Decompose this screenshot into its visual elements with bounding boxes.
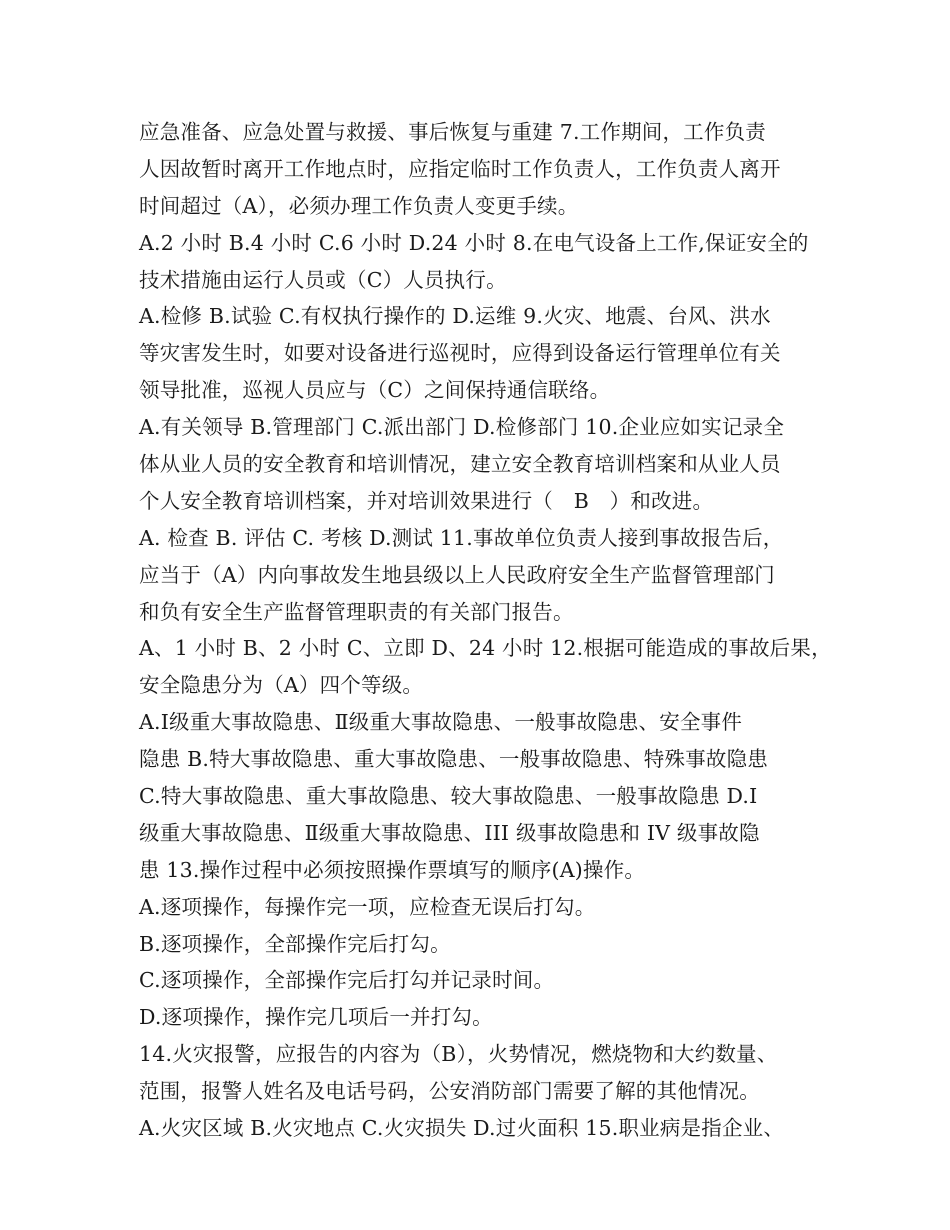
text-line: 14.火灾报警，应报告的内容为（B），火势情况，燃烧物和大约数量、 (139, 1042, 778, 1067)
text-line: A.2 小时 B.4 小时 C.6 小时 D.24 小时 8.在电气设备上工作,保证安全的 (139, 230, 809, 255)
text-line: A.有关领导 B.管理部门 C.派出部门 D.检修部门 10.企业应如实记录全 (139, 415, 785, 440)
text-line: 等灾害发生时，如要对设备进行巡视时，应得到设备运行管理单位有关 (139, 341, 781, 366)
text-line: 和负有安全生产监督管理职责的有关部门报告。 (139, 599, 574, 624)
text-line: 应急准备、应急处置与救援、事后恢复与重建 7.工作期间，工作负责 (139, 120, 766, 144)
text-line: C.逐项操作，全部操作完后打勾并记录时间。 (139, 968, 555, 993)
text-line: A.Ⅰ级重大事故隐患、Ⅱ级重大事故隐患、一般事故隐患、安全事件 (139, 710, 743, 735)
text-line: 应当于（A）内向事故发生地县级以上人民政府安全生产监督管理部门 (139, 562, 776, 587)
text-line: 时间超过（A），必须办理工作负责人变更手续。 (139, 193, 579, 218)
text-line: A. 检查 B. 评估 C. 考核 D.测试 11.事故单位负责人接到事故报告后， (139, 525, 784, 550)
text-line: A.检修 B.试验 C.有权执行操作的 D.运维 9.火灾、地震、台风、洪水 (139, 304, 771, 329)
text-line: A.逐项操作，每操作完一项，应检查无误后打勾。 (139, 894, 596, 919)
text-line: A、1 小时 B、2 小时 C、立即 D、24 小时 12.根据可能造成的事故后果， (139, 636, 832, 661)
text-line: 技术措施由运行人员或（C）人员执行。 (139, 267, 507, 292)
text-line: 隐患 B.特大事故隐患、重大事故隐患、一般事故隐患、特殊事故隐患 (139, 747, 768, 772)
text-line: 患 13.操作过程中必须按照操作票填写的顺序(A)操作。 (139, 857, 646, 882)
text-line: 范围，报警人姓名及电话号码，公安消防部门需要了解的其他情况。 (139, 1079, 760, 1104)
text-line: 安全隐患分为（A）四个等级。 (139, 673, 424, 698)
text-line: 人因故暂时离开工作地点时，应指定临时工作负责人，工作负责人离开 (139, 156, 781, 181)
text-line: 个人安全教育培训档案，并对培训效果进行（ B ）和改进。 (139, 488, 714, 513)
document-body (139, 114, 832, 1147)
text-line: 体从业人员的安全教育和培训情况，建立安全教育培训档案和从业人员 (139, 452, 781, 477)
text-line: C.特大事故隐患、重大事故隐患、较大事故隐患、一般事故隐患 D.Ⅰ (139, 784, 758, 809)
text-line: 级重大事故隐患、Ⅱ级重大事故隐患、III 级事故隐患和 IV 级事故隐 (139, 820, 760, 845)
text-line: A.火灾区域 B.火灾地点 C.火灾损失 D.过火面积 15.职业病是指企业、 (139, 1116, 785, 1141)
text-line: B.逐项操作，全部操作完后打勾。 (139, 931, 451, 956)
text-line: D.逐项操作，操作完几项后一并打勾。 (139, 1005, 493, 1030)
text-line: 领导批准，巡视人员应与（C）之间保持通信联络。 (139, 378, 611, 403)
